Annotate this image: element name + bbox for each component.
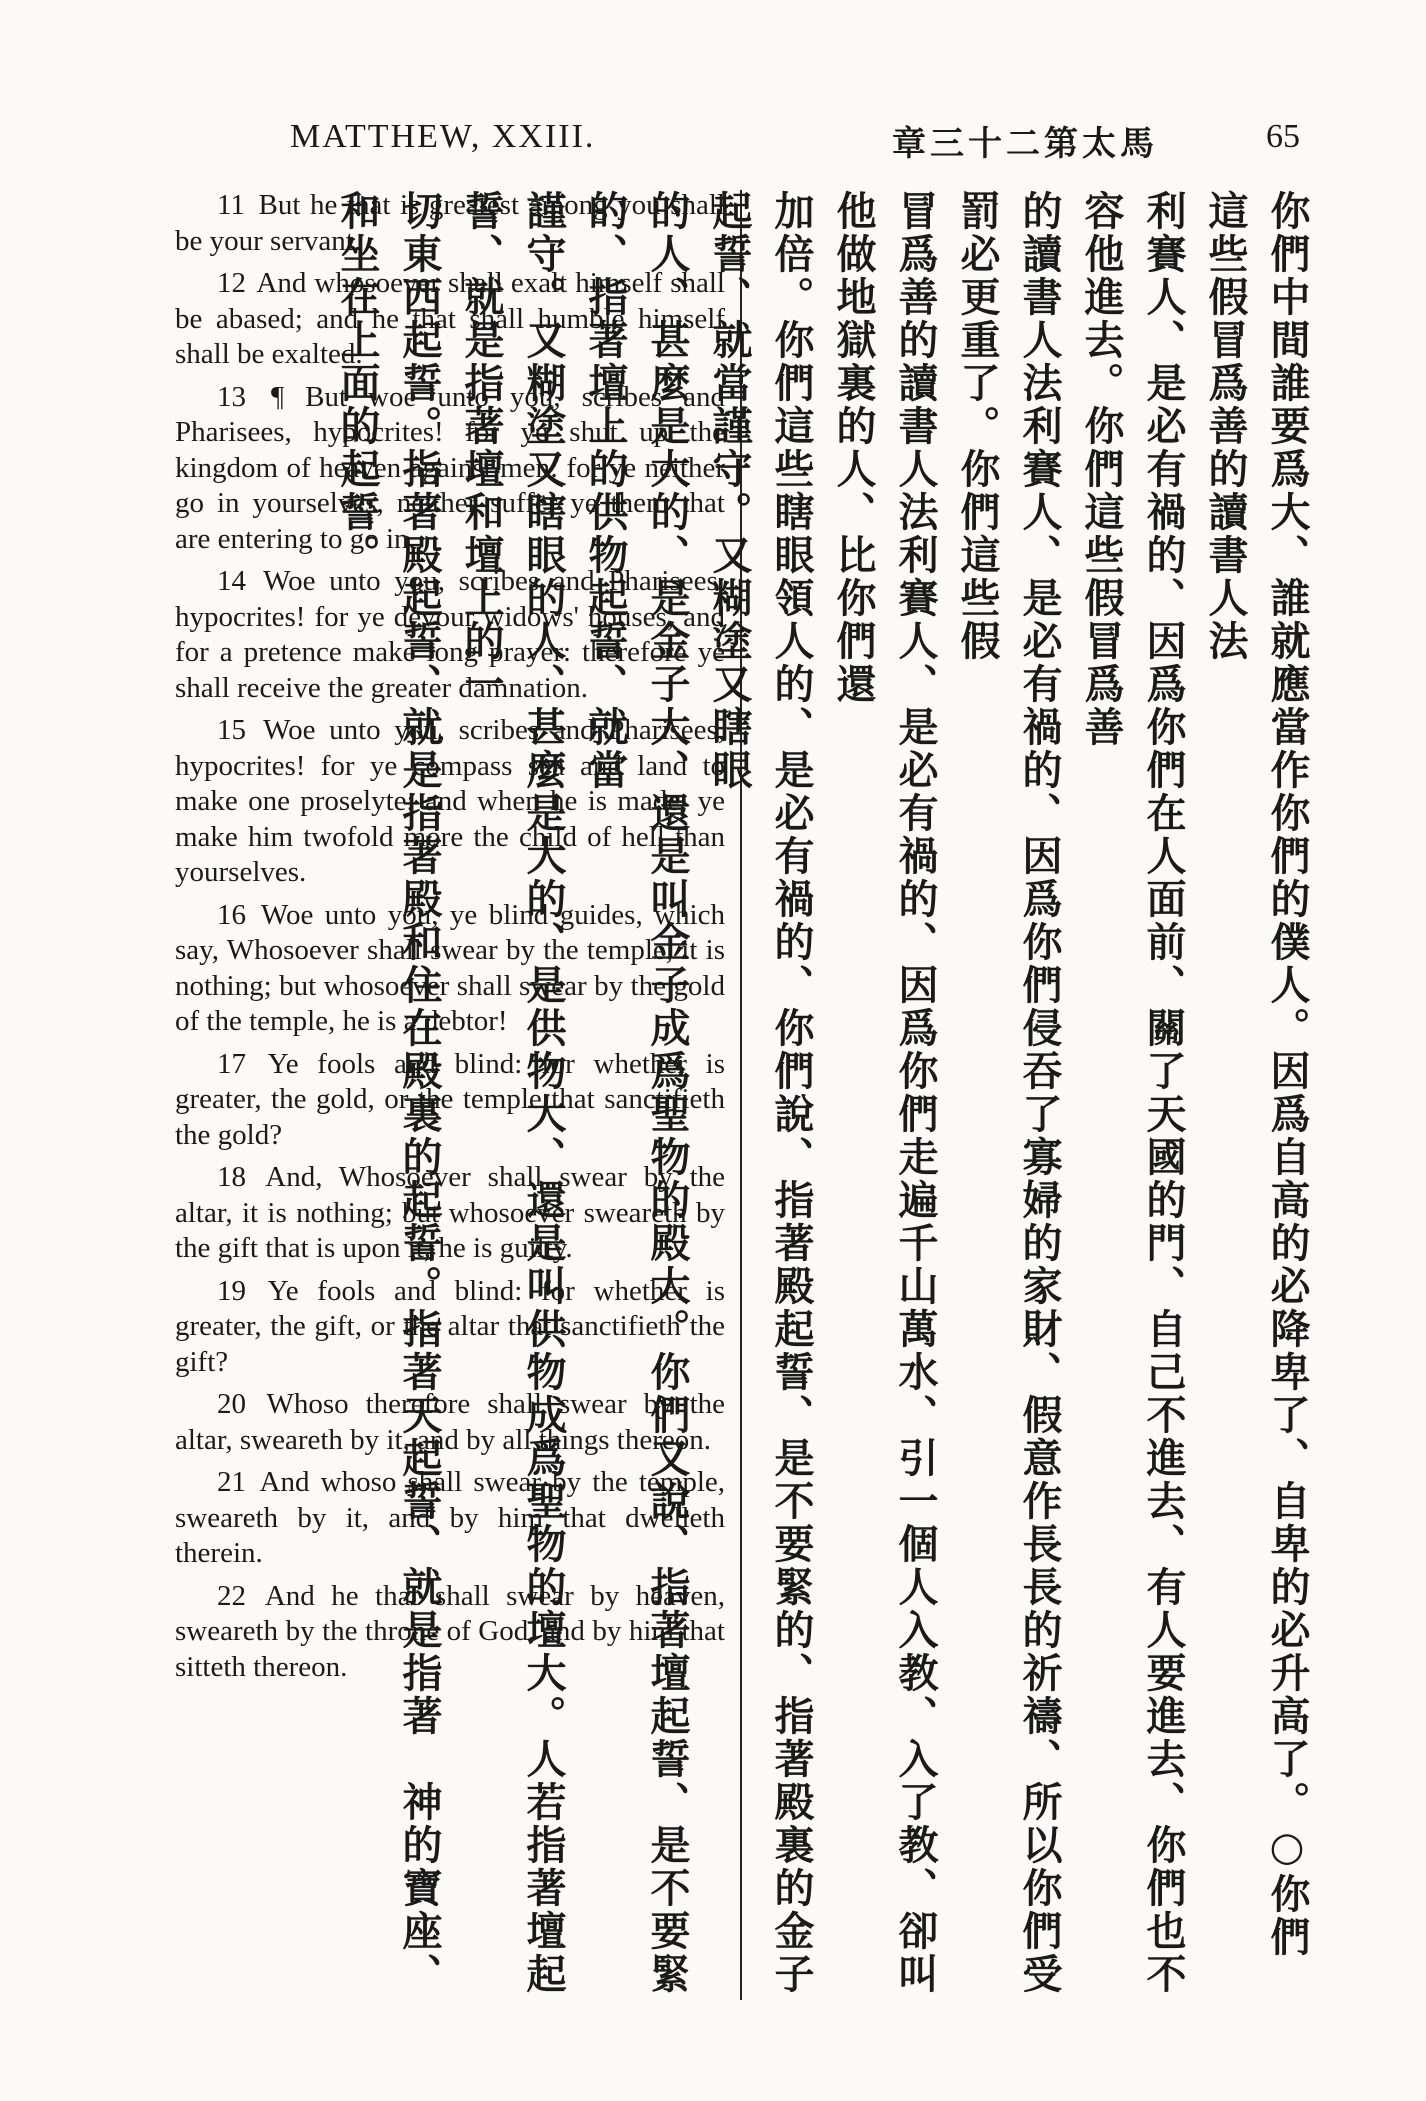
verse-text: Ye fools and blind: for whether is greater, the gift, or the altar that sanctifieth the gift? (175, 1274, 725, 1378)
chinese-text-line: 冒爲善的讀書人法利賽人、是必有禍的、因爲你們走遍千山萬水、引一個人入教、入了教、卻叫他做地獄裏的人、比你們還 (830, 190, 938, 1996)
verse-text: Woe unto you, scribes and Pharisees, hypocrites! for ye compass sea and land to make one proselyte; and when he is made, ye make him twofold more the child of hell than yourselves. (175, 714, 725, 888)
verse-text: But he that is greatest among you shall be your servant. (175, 189, 725, 257)
page-header (0, 118, 1426, 168)
verse-number: 19 (217, 1274, 246, 1307)
verse-number: 14 (217, 565, 246, 597)
chinese-text-line: 切東西起誓。指著殿起誓、就是指著殿和住在殿裏的起誓。指著天起誓、就是指著 神的寶座、和坐在上面的起誓。 (334, 190, 442, 1996)
page-number: 65 (1266, 118, 1300, 155)
chinese-running-title: 章三十二第太馬 (892, 124, 1158, 164)
chinese-text-line: 的人、甚麼是大的、是金子大、還是叫金子成爲聖物的殿大。你們又說、指著壇起誓、是不要緊的、指著壇上的供物起誓、就當 (582, 190, 690, 1996)
chinese-text-line: 利賽人、是必有禍的、因爲你們在人面前、關了天國的門、自己不進去、有人要進去、你們也不容他進去。你們這些假冒爲善 (1078, 190, 1186, 1996)
verse-number: 11 (217, 189, 245, 221)
verse-number: 13 (217, 380, 246, 413)
verse-number: 22 (217, 1579, 246, 1612)
verse-text: Ye fools and blind: for whether is greater, the gold, or the temple that sanctifieth the gold? (175, 1047, 725, 1151)
verse-text: Woe unto you, ye blind guides, which say, Whosoever shall swear by the temple, it is nothing; but whosoever shall swear by the gold of the temple, he is a debtor! (175, 898, 725, 1037)
verse-text: And whoso shall swear by the temple, sweareth by it, and by him that dwelleth therein. (175, 1466, 726, 1569)
verse-number: 18 (217, 1161, 246, 1193)
verse-number: 12 (217, 267, 246, 299)
verse-number: 20 (217, 1388, 246, 1420)
chinese-text-line: 謹守。又糊塗又瞎眼的人、甚麼是大的、是供物大、還是叫供物成爲聖物的壇大。人若指著壇起誓、就是指著壇和壇上的一 (458, 190, 566, 1996)
chinese-text-line: 你們中間誰要爲大、誰就應當作你們的僕人。因爲自高的必降卑了、自卑的必升高了。○你們這些假冒爲善的讀書人法 (1202, 190, 1310, 1959)
verse-text: Whoso therefore shall swear by the altar, sweareth by it, and by all things thereon. (175, 1388, 725, 1456)
verse-text: And, Whosoever shall swear by the altar, it is nothing; but whosoever sweareth by the gift that is upon it, he is guilty. (175, 1161, 725, 1264)
verse-text: And whosoever shall exalt himself shall be abased; and he that shall humble himself shall be exalted. (175, 267, 725, 370)
verse-number: 17 (217, 1047, 246, 1080)
verse-number: 21 (217, 1466, 246, 1498)
verse-text: Woe unto you, scribes and Pharisees, hypocrites! for ye devour widows' houses, and for a pretence make long prayer: therefore ye shall receive the greater damnation. (175, 565, 725, 704)
chinese-text-line: 加倍。你們這些瞎眼領人的、是必有禍的、你們說、指著殿起誓、是不要緊的、指著殿裏的金子起誓、就當謹守。又糊塗又瞎眼 (706, 190, 814, 1996)
english-running-title: MATTHEW, XXIII. (290, 118, 596, 155)
verse-number: 15 (217, 714, 246, 746)
verse-text: And he that shall swear by heaven, sweareth by the throne of God, and by him that sitteth thereon. (175, 1579, 725, 1683)
verse-text: ¶ But woe unto you, scribes and Pharisees, hypocrites! for ye shut up the kingdom of heaven against men: for ye neither go in yourselves, neither suffer ye them that are entering to go in. (175, 380, 726, 555)
chinese-text-line: 的讀書人法利賽人、是必有禍的、因爲你們侵吞了寡婦的家財、假意作長長的祈禱、所以你們受罰必更重了。你們這些假 (954, 190, 1062, 1996)
verse-number: 16 (217, 898, 246, 931)
